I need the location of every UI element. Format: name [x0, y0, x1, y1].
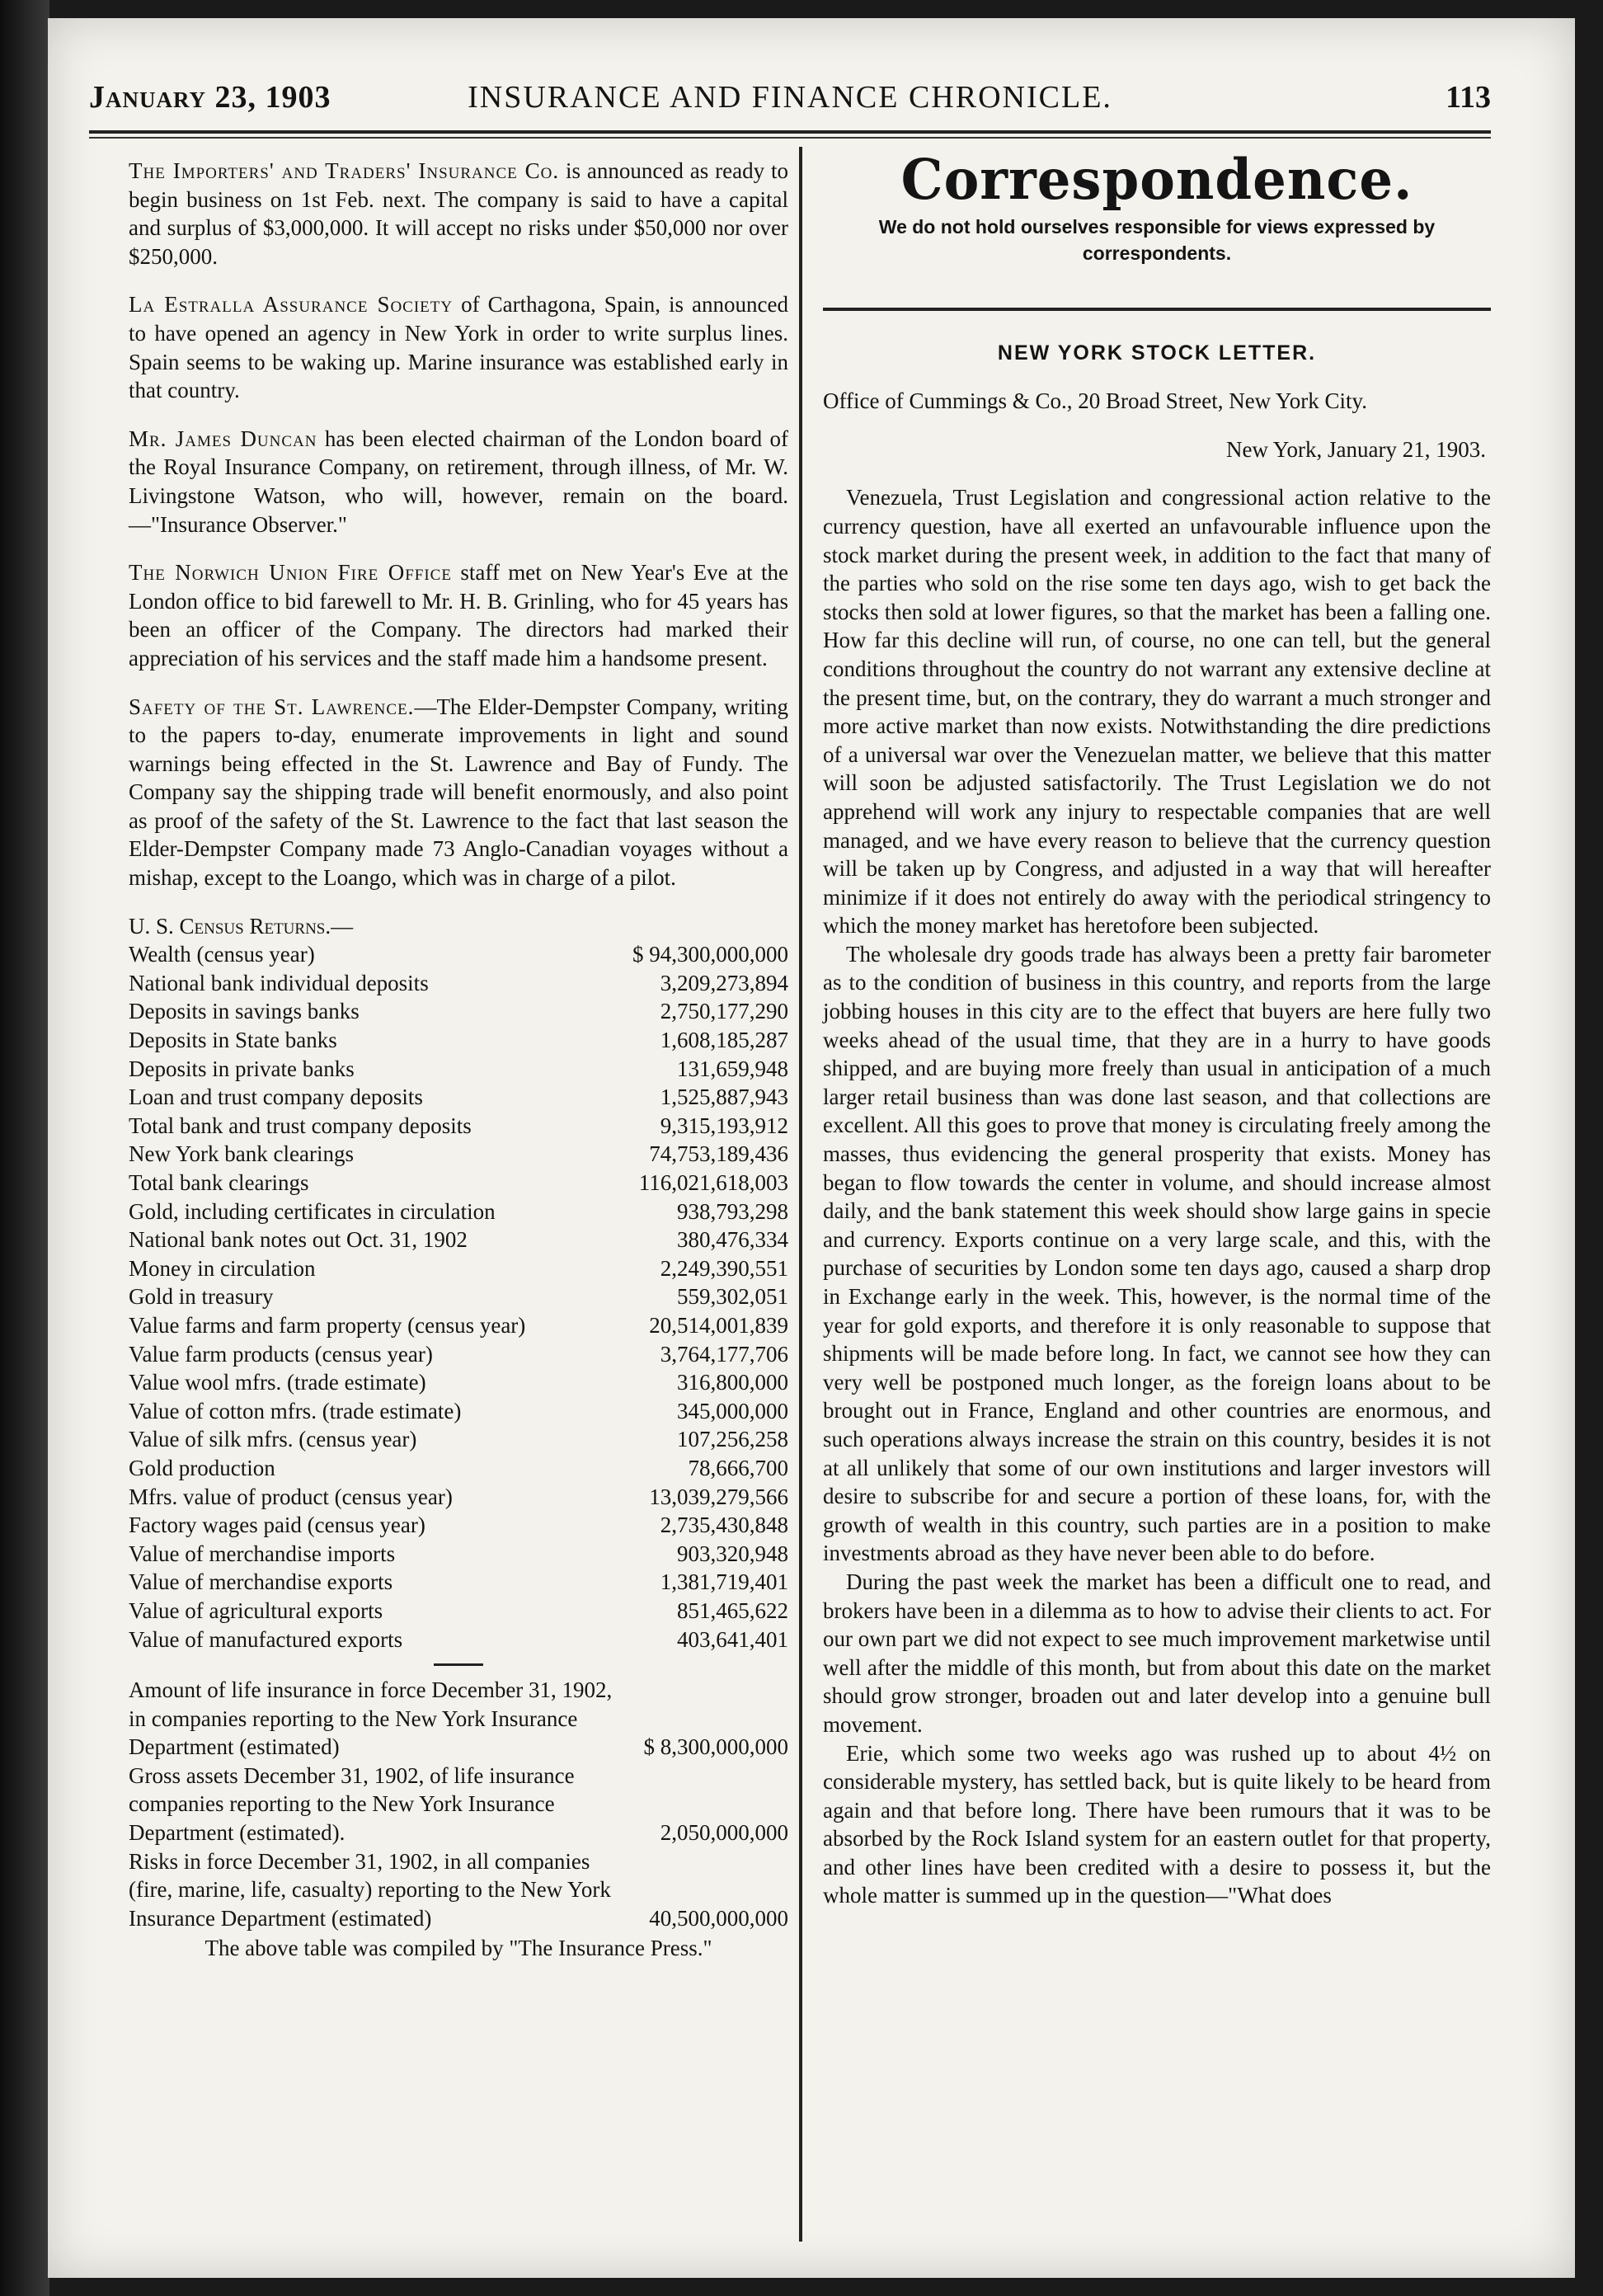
item-lead: The Importers' and Traders' Insurance Co.: [129, 158, 560, 183]
item-james-duncan: [129, 425, 788, 539]
row-label: Amount of life insurance in force December 31, 1902, in companies reporting to the New York Insurance Department (estimated): [129, 1677, 613, 1760]
row-label: Mfrs. value of product (census year): [129, 1484, 453, 1509]
item-lead: Safety of the St. Lawrence.: [129, 694, 415, 719]
item-lead: Mr. James Duncan: [129, 426, 317, 451]
table-row: [129, 1368, 788, 1397]
row-label: Value of agricultural exports: [129, 1597, 383, 1623]
row-value: 938,793,298: [677, 1198, 788, 1224]
header-title: INSURANCE AND FINANCE CHRONICLE.: [468, 80, 1112, 115]
item-st-lawrence: [129, 693, 788, 892]
row-label: Value of silk mfrs. (census year): [129, 1427, 417, 1452]
letter-paragraph: Venezuela, Trust Legislation and congressional action relative to the currency question, have all exerted an unfavourable influence upon the stock market during the present week, in addition to the fact that many of the parties who sold on the rise some ten days ago, wish to get back the stocks then sold at lower figures, so that the market has been a falling one. How far this decline will run, of course, no one can tell, but the general conditions throughout the country do not warrant any extensive decline at the present time, but, on the contrary, they do warrant a much stronger and more active market than now exists. Notwithstanding the dire predictions of a universal war over the Venezuelan matter, we believe that this matter will soon be adjusted satisfactorily. The Trust Legislation we do not apprehend will work any injury to respectable companies that are well managed, and we have every reason to believe that the currency question will be taken up by Congress, and adjusted in a way that will hereafter minimize if it does not entirely do away with the periodical stringency to which the money market has heretofore been subjected.: [823, 485, 1491, 939]
table-row: [129, 1311, 788, 1340]
table-row: [129, 1340, 788, 1369]
row-value: 851,465,622: [677, 1597, 788, 1623]
table-row: [129, 1226, 788, 1254]
dateline: New York, January 21, 1903.: [1226, 436, 1486, 462]
office-line: Office of Cummings & Co., 20 Broad Street, New York City.: [823, 388, 1367, 414]
item-la-estralla: [129, 290, 788, 404]
row-label: Value of merchandise imports: [129, 1541, 396, 1566]
row-value: 403,641,401: [677, 1626, 788, 1652]
row-label: Risks in force December 31, 1902, in all companies (fire, marine, life, casualty) reporting to the New York Insurance Department (estimated): [129, 1848, 611, 1931]
row-value: 345,000,000: [677, 1398, 788, 1423]
row-label: Deposits in savings banks: [129, 999, 360, 1024]
census-heading-text: U. S. Census Returns.—: [129, 913, 354, 939]
row-value: 2,735,430,848: [660, 1513, 788, 1538]
item-importers-traders: [129, 157, 788, 271]
row-label: Value farm products (census year): [129, 1341, 433, 1367]
row-value: 131,659,948: [677, 1056, 788, 1081]
item-text: staff met on New Year's Eve at the London office to bid farewell to Mr. H. B. Grinling, who for 45 years has been an officer of the Company. The directors had marked their appreciation of his services and the staff made him a handsome present.: [129, 560, 788, 670]
row-label: Value farms and farm property (census year): [129, 1312, 526, 1338]
row-label: Gross assets December 31, 1902, of life insurance companies reporting to the New York Insurance Department (estimated).: [129, 1762, 575, 1846]
row-label: National bank notes out Oct. 31, 1902: [129, 1227, 468, 1253]
table-row: [129, 1847, 788, 1933]
letter-paragraph: The wholesale dry goods trade has always been a pretty fair barometer as to the condition of business in this country, and reports from the large jobbing houses in this city are to the effect that buyers are here fully two weeks ahead of the usual time, that they are in a hurry to have goods shipped, and are buying more freely than usual in anticipation of a much larger retail business than was done last season, and that collections are excellent. All this goes to prove that money is circulating freely among the masses, thus evidencing the general prosperity that exists. Money has began to flow towards the center in volume, and should increase almost daily, and the bank statement this week should show large gains in specie and currency. Exports continue on a very large scale, and this, with the purchase of securities by London some ten days ago, caused a sharp drop in Exchange early in the week. This, however, is the normal time of the year for gold exports, and therefore it is only reasonable to suppose that shipments will be made before long. In fact, we cannot see how they can very well be postponed much longer, as the foreign loans about to be brought out in France, England and other countries are enormous, and such operations always increase the strain on this country, besides it is not at all unlikely that some of our own institutions and larger investors will desire to subscribe for and secure a portion of these loans, for, with the growth of wealth in this country, such parties are in a position to make investments abroad as they have never been able to do before.: [823, 941, 1491, 1566]
row-value: 74,753,189,436: [649, 1141, 788, 1167]
table-row: [129, 1511, 788, 1540]
table-row: [129, 1026, 788, 1055]
row-label: Loan and trust company deposits: [129, 1084, 423, 1110]
row-label: Factory wages paid (census year): [129, 1513, 425, 1538]
row-value: 20,514,001,839: [649, 1312, 788, 1338]
table-row: [129, 1112, 788, 1141]
row-label: Total bank and trust company deposits: [129, 1113, 472, 1138]
table-row: [129, 1083, 788, 1112]
row-value: 1,525,887,943: [660, 1084, 788, 1110]
row-label: Total bank clearings: [129, 1170, 309, 1195]
left-column: [129, 157, 788, 1963]
table-row: [129, 1397, 788, 1426]
column-divider: [799, 147, 802, 2242]
row-value: 903,320,948: [677, 1541, 788, 1566]
page-header: [89, 74, 1491, 132]
table-row: [129, 1425, 788, 1454]
row-label: Gold in treasury: [129, 1284, 274, 1310]
row-label: Money in circulation: [129, 1255, 316, 1281]
item-text: is announced as ready to begin business on 1st Feb. next. The company is said to have a capital and surplus of $3,000,000. It will accept no risks under $50,000 nor over $250,000.: [129, 158, 788, 269]
header-rule-thin: [89, 137, 1491, 139]
table-row: [129, 997, 788, 1026]
table-separator: [434, 1663, 483, 1666]
row-value: 40,500,000,000: [649, 1905, 788, 1931]
insurance-table: [129, 1676, 788, 1932]
header-rule: [89, 130, 1491, 134]
compiled-note: The above table was compiled by "The Insurance Press.": [204, 1936, 712, 1961]
header-date: January 23, 1903: [89, 80, 331, 115]
row-label: Gold production: [129, 1455, 275, 1480]
row-value: 2,249,390,551: [660, 1255, 788, 1281]
scan-edge: [0, 0, 49, 2296]
disclaimer: We do not hold ourselves responsible for views expressed by correspondents.: [878, 215, 1436, 264]
row-label: Wealth (census year): [129, 942, 315, 967]
row-value: 380,476,334: [677, 1227, 788, 1253]
table-row: [129, 1540, 788, 1569]
table-row: [129, 1483, 788, 1512]
table-row: [129, 1055, 788, 1084]
row-label: Deposits in State banks: [129, 1028, 337, 1053]
item-text: has been elected chairman of the London board of the Royal Insurance Company, on retirement, through illness, of Mr. W. Livingstone Watson, who will, however, remain on the board.—"Insurance Observer.": [129, 426, 788, 537]
table-row: [129, 1762, 788, 1847]
letter-paragraph: Erie, which some two weeks ago was rushed up to about 4½ on considerable mystery, has settled back, but is quite likely to be heard from again and that before long. There have been rumours that it was to be absorbed by the Rock Island system for an eastern outlet for that property, and other lines have been credited with a desire to possess it, but the whole matter is summed up in the question—"What does: [823, 1740, 1491, 1908]
table-row: [129, 969, 788, 998]
row-value: 2,750,177,290: [660, 999, 788, 1024]
row-label: Deposits in private banks: [129, 1056, 355, 1081]
section-title: Correspondence.: [900, 148, 1413, 213]
row-value: 2,050,000,000: [660, 1820, 788, 1846]
table-row: [129, 1282, 788, 1311]
census-table: [129, 940, 788, 1654]
right-column: [823, 148, 1491, 1910]
row-value: 3,209,273,894: [660, 970, 788, 995]
table-row: [129, 1568, 788, 1597]
row-value: 107,256,258: [677, 1427, 788, 1452]
letter-title: NEW YORK STOCK LETTER.: [997, 341, 1317, 365]
row-value: 559,302,051: [677, 1284, 788, 1310]
row-value: 3,764,177,706: [660, 1341, 788, 1367]
item-text: —The Elder-Dempster Company, writing to the papers to-day, enumerate improvements in light and sound warnings being effected in the St. Lawrence and Bay of Fundy. The Company say the shipping trade will benefit enormously, and also point as proof of the safety of the St. Lawrence to the fact that last season the Elder-Dempster Company made 73 Anglo-Canadian voyages without a mishap, except to the Loango, which was in charge of a pilot.: [129, 694, 788, 891]
letter-paragraph: During the past week the market has been a difficult one to read, and brokers have been in a dilemma as to how to advise their clients to act. For our own part we did not expect to see much improvement marketwise until well after the middle of this month, but from about this date on the market should grow stronger, broaden out and later develop into a genuine bull movement.: [823, 1569, 1491, 1737]
section-rule: [823, 308, 1491, 311]
row-value: 116,021,618,003: [638, 1170, 788, 1195]
item-text: of Carthagona, Spain, is announced to have opened an agency in New York in order to write surplus lines. Spain seems to be waking up. Marine insurance was established early in that country.: [129, 292, 789, 403]
row-label: Value of cotton mfrs. (trade estimate): [129, 1398, 462, 1423]
row-label: New York bank clearings: [129, 1141, 354, 1167]
census-heading: [129, 912, 788, 941]
row-label: Value of manufactured exports: [129, 1626, 403, 1652]
table-row: [129, 1169, 788, 1197]
row-value: 9,315,193,912: [660, 1113, 788, 1138]
item-norwich-union: [129, 558, 788, 672]
table-row: [129, 1626, 788, 1654]
table-row: [129, 940, 788, 969]
row-label: National bank individual deposits: [129, 970, 429, 995]
row-label: Value wool mfrs. (trade estimate): [129, 1370, 426, 1395]
table-row: [129, 1597, 788, 1626]
row-value: 1,381,719,401: [660, 1569, 788, 1595]
table-row: [129, 1676, 788, 1762]
row-label: Value of merchandise exports: [129, 1569, 393, 1595]
row-value: 78,666,700: [688, 1455, 788, 1480]
item-lead: The Norwich Union Fire Office: [129, 560, 452, 586]
row-value: 316,800,000: [677, 1370, 788, 1395]
row-value: $ 8,300,000,000: [643, 1734, 788, 1760]
row-value: $ 94,300,000,000: [632, 942, 788, 967]
table-row: [129, 1197, 788, 1226]
table-row: [129, 1454, 788, 1483]
row-value: 13,039,279,566: [649, 1484, 788, 1509]
row-value: 1,608,185,287: [660, 1028, 788, 1053]
page-number: 113: [1446, 80, 1491, 115]
item-lead: La Estralla Assurance Society: [129, 292, 454, 318]
table-row: [129, 1254, 788, 1283]
row-label: Gold, including certificates in circulation: [129, 1198, 496, 1224]
table-row: [129, 1140, 788, 1169]
